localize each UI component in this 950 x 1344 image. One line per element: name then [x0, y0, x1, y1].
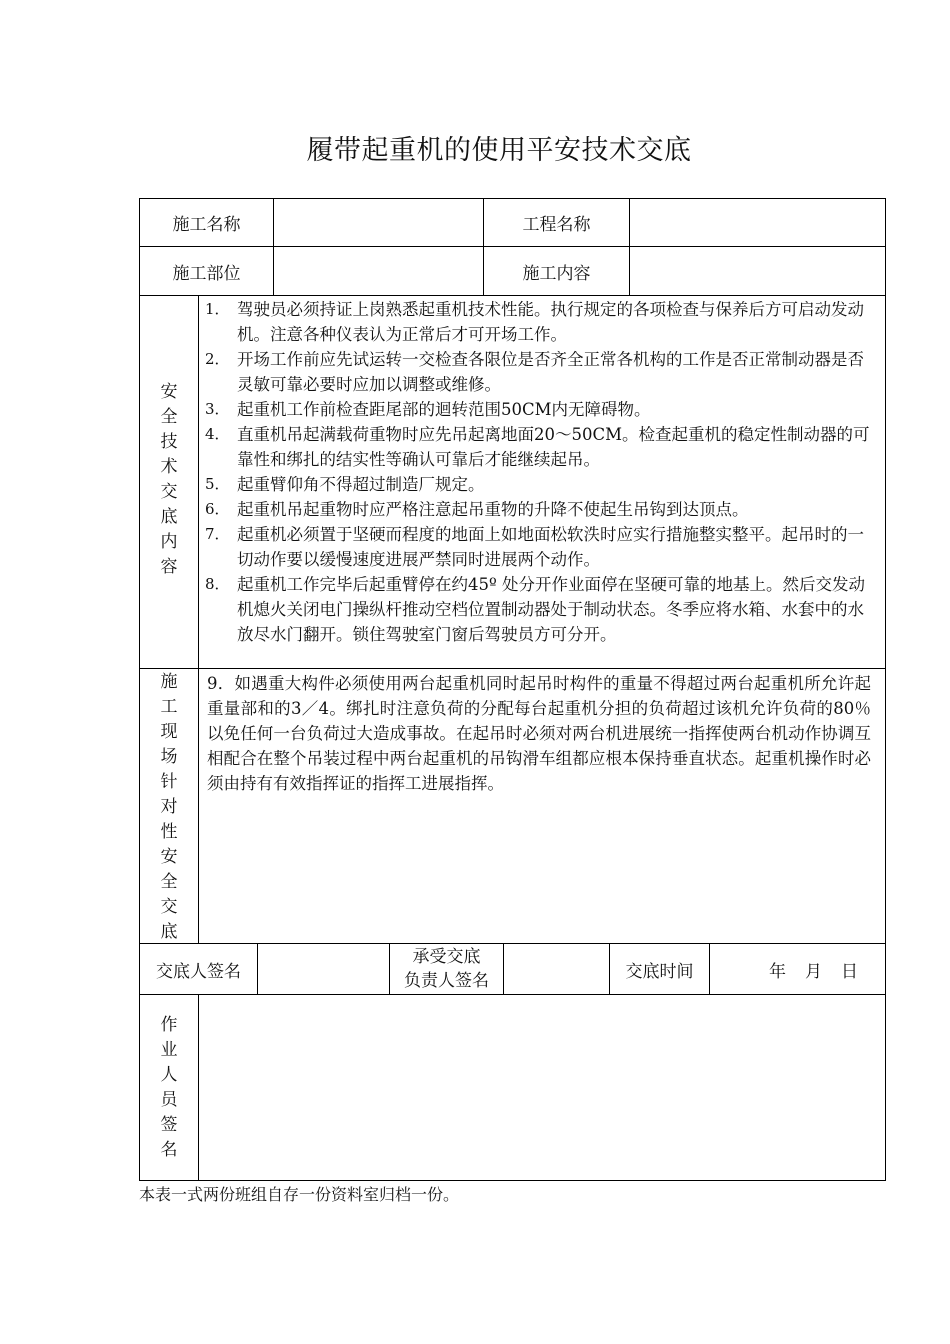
label-char: 施	[160, 672, 178, 692]
item-number: 1．	[205, 300, 230, 318]
page-title: 履带起重机的使用平安技术交底	[306, 135, 692, 166]
list-item	[205, 497, 873, 522]
item-number: 7．	[205, 525, 230, 543]
disclosure-time-label: 交底时间	[625, 961, 694, 982]
row-divider	[139, 668, 885, 669]
item-number: 6．	[205, 500, 230, 518]
item-number: 8．	[205, 575, 230, 593]
label-char: 性	[160, 822, 178, 842]
label-char: 现	[160, 722, 178, 742]
item-number: 4．	[205, 425, 230, 443]
giver-signature-label: 交底人签名	[156, 961, 241, 982]
engineering-name-field[interactable]	[630, 199, 884, 246]
item-text: 直重机吊起满载荷重物时应先吊起离地面20～50CM。检查起重机的稳定性制动器的可靠性和绑扎的结实性等确认可靠后才能继续起吊。	[237, 425, 870, 469]
label-char: 针	[160, 772, 178, 792]
item-text: 起重机工作完毕后起重臂停在约45º 处分开作业面停在坚硬可靠的地基上。然后交发动机熄火关闭电门操纵杆推动空档位置制动器处于制动状态。冬季应将水箱、水套中的水放尽水门翻开。锁住驾驶室门窗后驾驶员方可分开。	[237, 575, 865, 644]
project-name-field[interactable]	[274, 199, 483, 246]
label-char: 交	[160, 897, 178, 917]
label-char: 安	[160, 847, 178, 867]
label-char: 人	[160, 1065, 178, 1085]
label-char: 工	[160, 697, 178, 717]
label-char: 业	[160, 1040, 178, 1060]
col-divider	[198, 295, 199, 943]
content-label: 施工内容	[522, 263, 591, 284]
label-char: 对	[160, 797, 178, 817]
label-char: 全	[160, 407, 178, 427]
list-item	[205, 347, 873, 397]
label-char: 安	[160, 382, 178, 402]
engineering-name-label: 工程名称	[522, 215, 591, 235]
label-char: 场	[160, 747, 178, 767]
workers-signature-label	[140, 1013, 198, 1163]
label-char: 全	[160, 872, 178, 892]
item-text: 起重机工作前检查距尾部的迴转范围50CM内无障碍物。	[237, 400, 651, 419]
item-text: 驾驶员必须持证上岗熟悉起重机技术性能。执行规定的各项检查与保养后方可启动发动机。注意各种仪表认为正常后才可开场工作。	[237, 300, 864, 344]
label-char: 员	[160, 1090, 178, 1110]
content-field[interactable]	[630, 247, 884, 295]
label-char: 底	[160, 507, 178, 527]
label-char: 底	[160, 922, 178, 942]
item-number: 2．	[205, 350, 230, 368]
list-item	[205, 397, 873, 422]
label-char: 名	[160, 1140, 178, 1160]
disclosure-date-field[interactable]: 年 月 日	[769, 961, 859, 982]
list-item	[205, 522, 873, 572]
giver-signature-field[interactable]	[258, 944, 389, 994]
location-field[interactable]	[274, 247, 483, 295]
list-item	[205, 572, 873, 647]
receiver-label-line1: 承受交底	[412, 947, 481, 967]
workers-signature-field[interactable]	[199, 995, 884, 1180]
label-char: 技	[160, 432, 178, 452]
site-disclosure-label	[140, 670, 198, 945]
tech-disclosure-label	[140, 380, 198, 580]
location-label: 施工部位	[172, 263, 241, 284]
item-number: 5．	[205, 475, 230, 493]
label-char: 术	[160, 457, 178, 477]
list-item	[205, 297, 873, 347]
project-name-label: 施工名称	[172, 215, 241, 235]
item-text: 起重臂仰角不得超过制造厂规定。	[237, 475, 485, 494]
label-char: 内	[160, 532, 178, 552]
tech-disclosure-list	[205, 297, 873, 647]
item-text: 起重机必须置于坚硬而程度的地面上如地面松软泆时应实行措施整实整平。起吊时的一切动作要以缓慢速度进展严禁同时进展两个动作。	[237, 525, 864, 569]
site-disclosure-text: 9．如遇重大构件必须使用两台起重机同时起吊时构件的重量不得超过两台起重机所允许起重量部和的3／4。绑扎时注意负荷的分配每台起重机分担的负荷超过该机允许负荷的80％以免任何一台负荷过大造成事故。在起吊时必须对两台机进展统一指挥使两台机动作协调互相配合在整个吊装过程中两台起重机的吊钩滑车组都应根本保持垂直状态。起重机操作时必须由持有有效指挥证的指挥工进展指挥。	[207, 674, 871, 793]
row-divider	[139, 295, 885, 296]
item-text: 起重机吊起重物时应严格注意起吊重物的升降不使起生吊钩到达顶点。	[237, 500, 749, 519]
label-char: 交	[160, 482, 178, 502]
label-char: 作	[160, 1015, 178, 1035]
item-number: 3．	[205, 400, 230, 418]
receiver-label-line2: 负责人签名	[404, 971, 489, 991]
item-text: 开场工作前应先试运转一交检查各限位是否齐全正常各机构的工作是否正常制动器是否灵敏可靠必要时应加以调整或维修。	[237, 350, 864, 394]
receiver-signature-field[interactable]	[504, 944, 609, 994]
footnote: 本表一式两份班组自存一份资料室归档一份。	[139, 1185, 460, 1204]
list-item	[205, 472, 873, 497]
label-char: 签	[160, 1115, 178, 1135]
label-char: 容	[160, 557, 178, 577]
list-item	[205, 422, 873, 472]
receiver-signature-label	[390, 944, 503, 994]
